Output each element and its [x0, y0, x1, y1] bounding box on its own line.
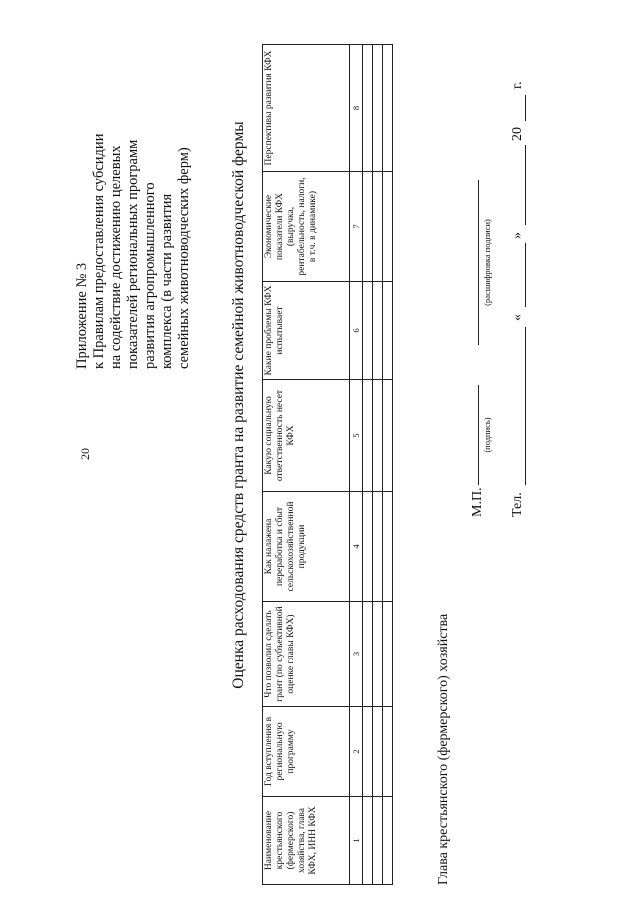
grant-evaluation-table	[262, 44, 393, 885]
head-of-farm-label: Глава крестьянского (фермерского) хозяйства	[436, 613, 451, 885]
table-cell	[373, 492, 383, 602]
table-cell	[373, 707, 383, 797]
table-cell	[383, 797, 393, 885]
decode-caption: (расшифровка подписи)	[482, 219, 492, 306]
column-number-row	[350, 45, 363, 885]
table-cell	[373, 282, 383, 380]
table-cell	[383, 45, 393, 172]
table-cell	[363, 492, 373, 602]
table-cell	[363, 45, 373, 172]
date-day-line	[524, 243, 526, 307]
signature-line	[464, 385, 479, 485]
appendix-block	[74, 24, 193, 369]
table-cell	[363, 380, 373, 492]
table-cell	[363, 172, 373, 282]
table-cell	[373, 602, 383, 707]
appendix-line: показателей региональных программ	[125, 139, 141, 369]
table-cell	[383, 492, 393, 602]
table-cell	[383, 707, 393, 797]
table-cell	[373, 797, 383, 885]
signature-caption: (подпись)	[482, 417, 492, 453]
column-number: 1	[350, 797, 363, 885]
appendix-line: к Правилам предоставления субсидии	[91, 133, 107, 369]
date-year-prefix: 20	[510, 127, 525, 141]
table-cell	[363, 797, 373, 885]
table-cell	[363, 602, 373, 707]
table-cell	[383, 172, 393, 282]
column-number: 8	[350, 45, 363, 172]
date-year-suffix: г.	[510, 81, 525, 89]
stamp-label: М.П.	[470, 487, 485, 517]
column-number: 3	[350, 602, 363, 707]
column-header: Наименование крестьянского (фермерского) хозяйства, глава КФХ, ИНН КФХ	[263, 797, 350, 885]
column-number: 7	[350, 172, 363, 282]
column-number: 6	[350, 282, 363, 380]
table-cell	[363, 707, 373, 797]
table-row	[373, 45, 383, 885]
column-header: Какую социальную ответственность несет КФХ	[263, 380, 350, 492]
phone-label: Тел.	[510, 492, 525, 517]
column-header: Какие проблемы КФХ испытывает	[263, 282, 350, 380]
date-year-line	[524, 95, 526, 121]
appendix-line: на содействие достижению целевых	[108, 145, 124, 369]
table-cell	[383, 602, 393, 707]
table-row	[383, 45, 393, 885]
column-number: 2	[350, 707, 363, 797]
table-row	[363, 45, 373, 885]
phone-line	[524, 327, 526, 485]
date-month-line	[524, 145, 526, 225]
table-header-row	[263, 45, 350, 885]
date-open-quote: «	[510, 314, 525, 321]
table-cell	[383, 380, 393, 492]
column-header: Как налажена переработка и сбыт сельскохозяйственной продукции	[263, 492, 350, 602]
decode-line	[464, 180, 479, 345]
document-title: Оценка расходования средств гранта на развитие семейной животноводческой фермы	[230, 121, 247, 689]
table-cell	[373, 380, 383, 492]
appendix-line: комплекса (в части развития	[159, 193, 175, 369]
table-cell	[363, 282, 373, 380]
appendix-line: развития агропромышленного	[142, 182, 158, 369]
column-header: Что позволил сделать грант (по субъективной оценке главы КФХ)	[263, 602, 350, 707]
column-header: Перспективы развития КФХ	[263, 45, 350, 172]
table-cell	[383, 282, 393, 380]
column-header: Экономические показатели КФХ (выручка, рентабельность, налоги, в т.ч. в динамике)	[263, 172, 350, 282]
column-number: 4	[350, 492, 363, 602]
table-cell	[373, 45, 383, 172]
appendix-line: семейных животноводческих ферм)	[176, 147, 192, 369]
table-cell	[373, 172, 383, 282]
column-number: 5	[350, 380, 363, 492]
page-number: 20	[78, 448, 92, 460]
appendix-number: Приложение № 3	[74, 262, 90, 369]
date-close-quote: »	[510, 232, 525, 239]
column-header: Год вступления в региональную программу	[263, 707, 350, 797]
